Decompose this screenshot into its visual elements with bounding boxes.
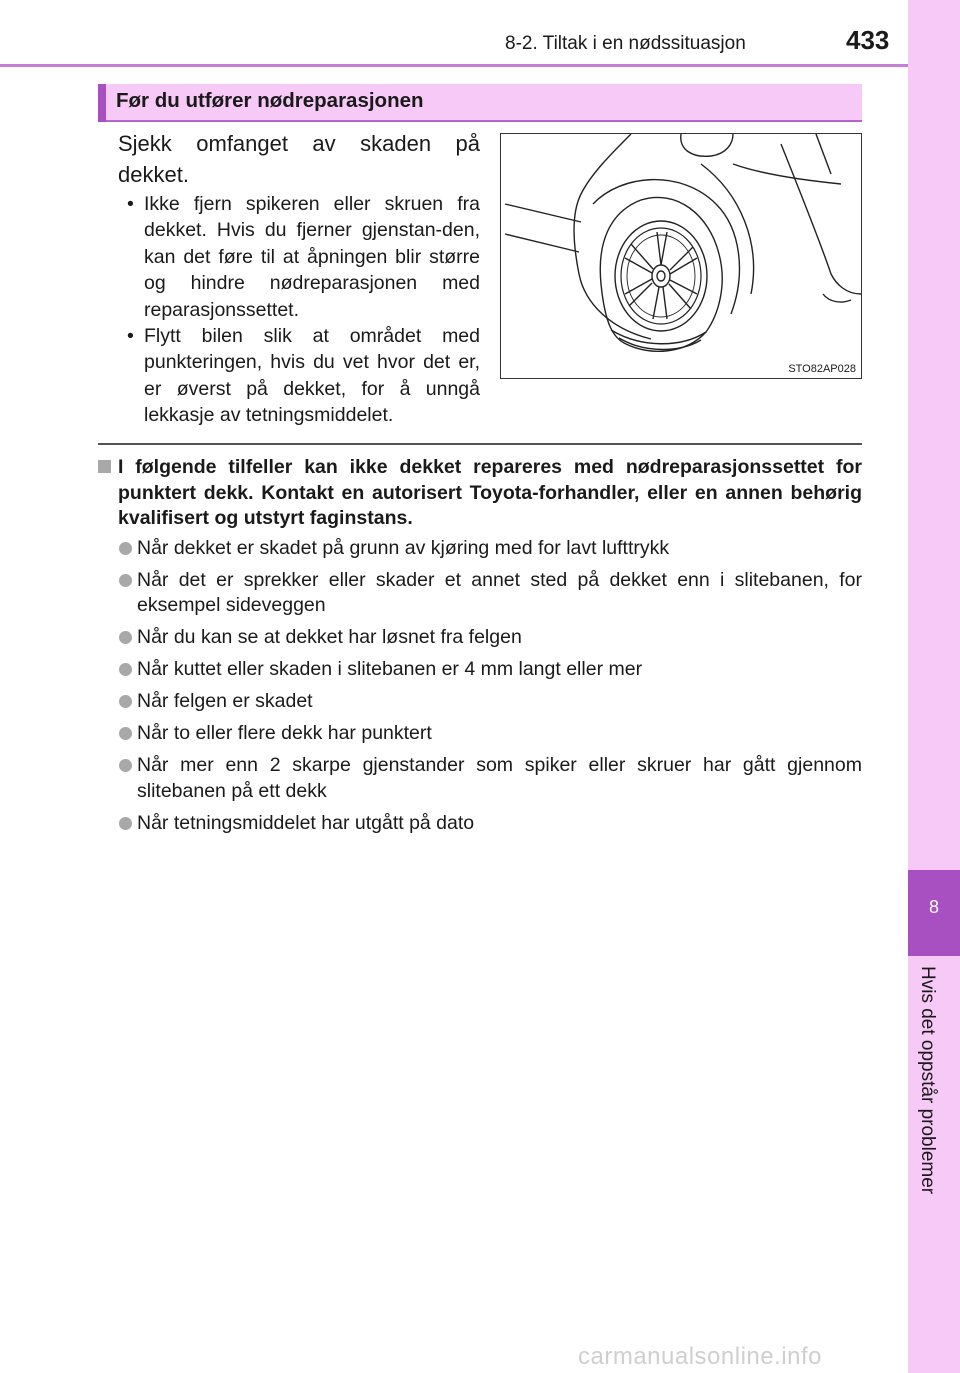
page-number: 433	[846, 25, 890, 55]
circle-bullet-icon	[119, 542, 132, 555]
intro-bullets	[118, 191, 480, 429]
section-heading: 8-2. Tiltak i en nødssituasjon	[505, 33, 746, 54]
square-bullet-icon	[98, 460, 111, 473]
section-title-bar	[98, 84, 862, 122]
conditions-list	[98, 536, 862, 837]
circle-bullet-icon	[119, 727, 132, 740]
conditions-block	[98, 455, 862, 843]
figure-code: STO82AP028	[788, 363, 856, 375]
chapter-title: Hvis det oppstår problemer	[917, 966, 938, 1195]
intro-text: Sjekk omfanget av skaden på dekket.	[118, 131, 480, 187]
list-item: • Ikke fjern spikeren eller skruen fra dekket. Hvis du fjerner gjenstan-den, kan det føre til at åpningen blir større og hindre nødreparasjonen med reparasjonssettet.	[127, 193, 480, 321]
list-item: Når to eller flere dekk har punktert	[98, 721, 862, 747]
list-item: Når tetningsmiddelet har utgått på dato	[98, 811, 862, 837]
header-rule	[0, 64, 908, 67]
flat-tire-illustration	[500, 133, 862, 379]
list-item: Når kuttet eller skaden i slitebanen er 4 mm langt eller mer	[98, 657, 862, 683]
circle-bullet-icon	[119, 663, 132, 676]
circle-bullet-icon	[119, 574, 132, 587]
list-item: Når dekket er skadet på grunn av kjøring med for lavt lufttrykk	[98, 536, 862, 562]
list-item: Når det er sprekker eller skader et annet sted på dekket enn i slitebanen, for eksempel sideveggen	[98, 568, 862, 619]
circle-bullet-icon	[119, 817, 132, 830]
chapter-number: 8	[928, 897, 939, 917]
section-divider	[98, 443, 862, 445]
circle-bullet-icon	[119, 695, 132, 708]
watermark: carmanualsonline.info	[578, 1343, 822, 1370]
section-title: Før du utfører nødreparasjonen	[116, 89, 424, 112]
circle-bullet-icon	[119, 759, 132, 772]
circle-bullet-icon	[119, 631, 132, 644]
list-item: • Flytt bilen slik at området med punkteringen, hvis du vet hvor det er, er øverst på dekket, for å unngå lekkasje av tetningsmiddelet.	[127, 325, 480, 427]
list-item: Når du kan se at dekket har løsnet fra felgen	[98, 625, 862, 651]
car-wheel-drawing	[501, 134, 862, 379]
bullet-symbol: •	[127, 325, 134, 348]
conditions-heading: I følgende tilfeller kan ikke dekket repareres med nødreparasjonssettet for punktert dekk. Kontakt en autorisert Toyota-forhandler, eller en annen behørig kvalifisert og utstyrt faginstans.	[118, 456, 862, 529]
bullet-symbol: •	[127, 193, 134, 215]
list-item: Når mer enn 2 skarpe gjenstander som spiker eller skruer har gått gjennom slitebanen på ett dekk	[98, 753, 862, 804]
list-item: Når felgen er skadet	[98, 689, 862, 715]
